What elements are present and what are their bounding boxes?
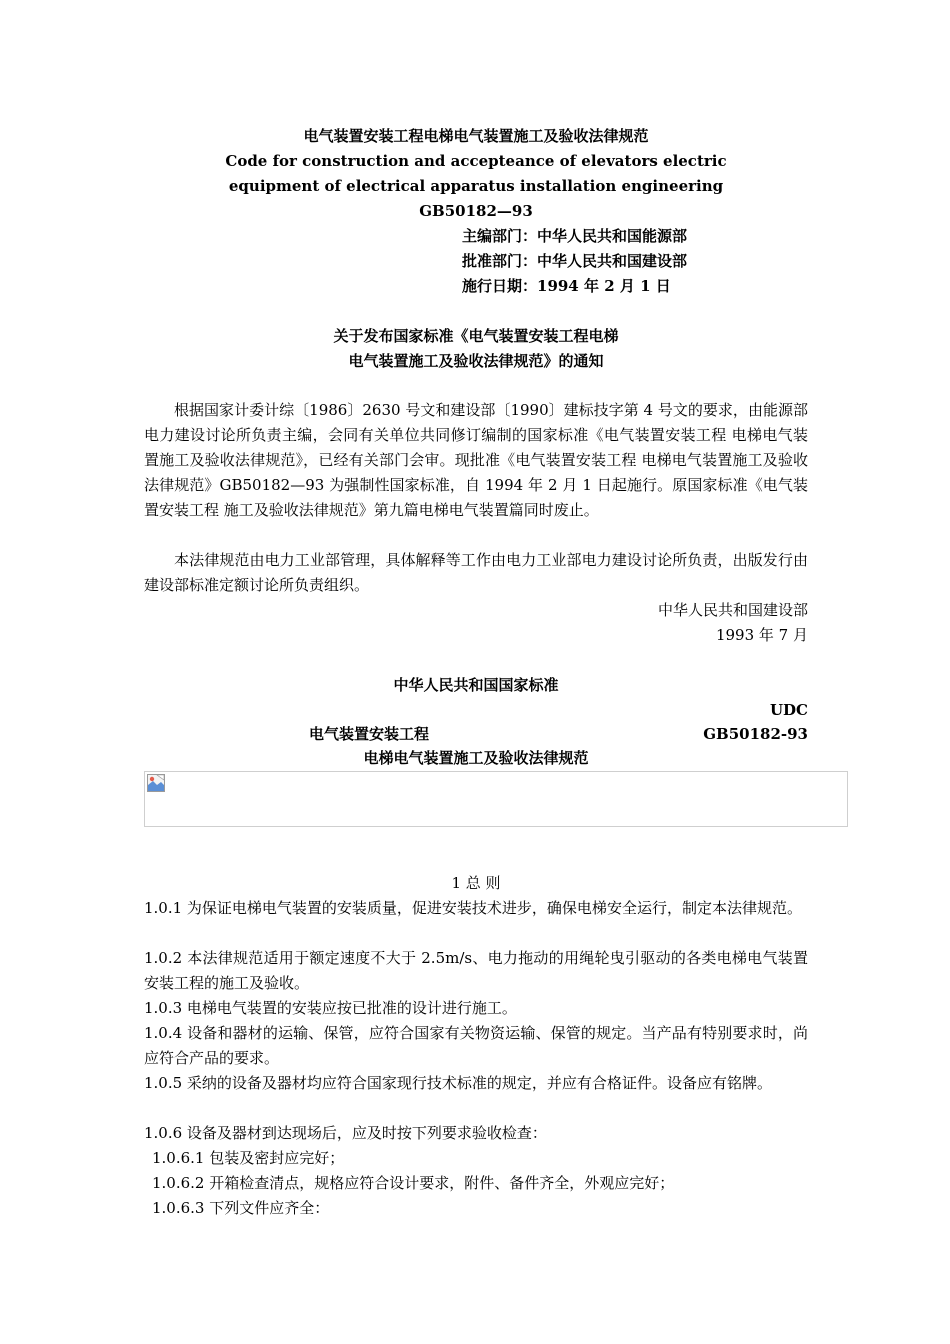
clause-1-0-6: 1.0.6 设备及器材到达现场后，应及时按下列要求验收检查： <box>144 1124 547 1142</box>
image-placeholder <box>144 771 848 827</box>
notice-title-line1: 关于发布国家标准《电气装置安装工程电梯 <box>333 327 619 345</box>
notice-paragraph-2: 本法律规范由电力工业部管理，具体解释等工作由电力工业部电力建设讨论所负责，出版发行由建设部标准定额讨论所负责组织。 <box>144 551 808 594</box>
notice-signer: 中华人民共和国建设部 <box>657 601 808 619</box>
chapter-heading: 1 总 则 <box>451 874 501 892</box>
subclause-1-0-6-3: 1.0.6.3 下列文件应齐全： <box>152 1199 330 1217</box>
notice-title-line2: 电气装置施工及验收法律规范》的通知 <box>348 352 604 370</box>
national-standard-label: 中华人民共和国国家标准 <box>393 676 559 694</box>
standard-code: GB50182-93 <box>703 725 808 743</box>
document-title-en-line2: equipment of electrical apparatus installation engineering <box>228 177 724 195</box>
document-title-cn: 电气装置安装工程电梯电气装置施工及验收法律规范 <box>303 127 649 145</box>
clause-1-0-3: 1.0.3 电梯电气装置的安装应按已批准的设计进行施工。 <box>144 999 517 1017</box>
clause-1-0-2: 1.0.2 本法律规范适用于额定速度不大于 2.5m/s、电力拖动的用绳轮曳引驱动的各类电梯电气装置安装工程的施工及验收。 <box>144 949 808 992</box>
meta-approval-dept: 批准部门：中华人民共和国建设部 <box>462 252 688 270</box>
broken-image-icon <box>147 774 165 792</box>
clause-1-0-1: 1.0.1 为保证电梯电气装置的安装质量，促进安装技术进步，确保电梯安全运行，制定本法律规范。 <box>144 899 802 917</box>
clause-1-0-4: 1.0.4 设备和器材的运输、保管，应符合国家有关物资运输、保管的规定。当产品有特别要求时，尚应符合产品的要求。 <box>144 1024 808 1067</box>
document-code: GB50182—93 <box>419 202 533 220</box>
notice-date: 1993 年 7 月 <box>715 626 808 644</box>
standard-subtitle: 电梯电气装置施工及验收法律规范 <box>363 749 589 767</box>
document-title-en-line1: Code for construction and accepteance of elevators electric <box>225 152 727 170</box>
clause-1-0-5: 1.0.5 采纳的设备及器材均应符合国家现行技术标准的规定，并应有合格证件。设备应有铭牌。 <box>144 1074 772 1092</box>
subclause-1-0-6-2: 1.0.6.2 开箱检查清点，规格应符合设计要求，附件、备件齐全，外观应完好； <box>152 1174 675 1192</box>
notice-paragraph-1: 根据国家计委计综〔1986〕2630 号文和建设部〔1990〕建标技字第 4 号文的要求，由能源部电力建设讨论所负责主编，会同有关单位共同修订编制的国家标准《电气装置安装工程 电梯电气装置施工及验收法律规范》，已经有关部门会审。现批准《电气装置安装工程 电梯电气装置施工及验收法律规范》GB50182—93 为强制性国家标准，自 1994 年 2 月 1 日起施行。原国家标准《电气装置安装工程 施工及验收法律规范》第九篇电梯电气装置篇同时废止。 <box>144 401 808 519</box>
meta-editor-dept: 主编部门：中华人民共和国能源部 <box>462 227 688 245</box>
meta-effective-date: 施行日期：1994 年 2 月 1 日 <box>462 277 671 295</box>
subclause-1-0-6-1: 1.0.6.1 包装及密封应完好； <box>152 1149 345 1167</box>
standard-left-title: 电气装置安装工程 <box>309 725 430 743</box>
udc-label: UDC <box>769 701 808 719</box>
